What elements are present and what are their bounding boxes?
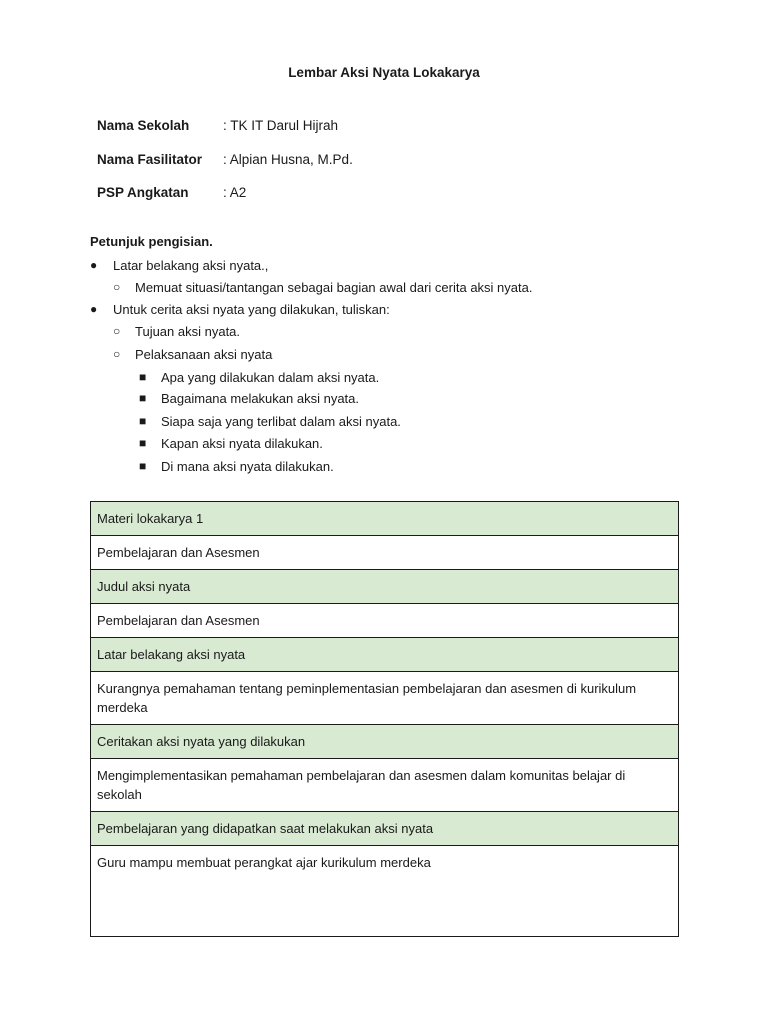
circle-bullet-icon: ○ bbox=[113, 347, 121, 361]
table-section-heading: Latar belakang aksi nyata bbox=[91, 638, 679, 672]
info-value: : A2 bbox=[223, 185, 247, 200]
info-label: Nama Fasilitator bbox=[97, 152, 203, 167]
info-label: PSP Angkatan bbox=[97, 185, 189, 200]
info-row-batch bbox=[97, 185, 246, 200]
instruction-item: ○ Pelaksanaan aksi nyata bbox=[113, 347, 273, 362]
table-section-value: Guru mampu membuat perangkat ajar kurikulum merdeka bbox=[91, 846, 679, 937]
instruction-item: ○ Memuat situasi/tantangan sebagai bagian awal dari cerita aksi nyata. bbox=[113, 280, 533, 295]
instruction-item: ■ Di mana aksi nyata dilakukan. bbox=[139, 459, 334, 474]
instruction-item: ○ Tujuan aksi nyata. bbox=[113, 324, 241, 339]
info-value: : Alpian Husna, M.Pd. bbox=[223, 152, 353, 167]
info-label: Nama Sekolah bbox=[97, 118, 190, 133]
square-bullet-icon: ■ bbox=[139, 436, 147, 450]
table-section-value: Kurangnya pemahaman tentang peminplementasian pembelajaran dan asesmen di kurikulum merdeka bbox=[91, 672, 679, 725]
square-bullet-icon: ■ bbox=[139, 414, 147, 428]
table-section-heading: Ceritakan aksi nyata yang dilakukan bbox=[91, 725, 679, 759]
instructions-heading: Petunjuk pengisian. bbox=[90, 234, 213, 249]
table-section-heading: Judul aksi nyata bbox=[91, 570, 679, 604]
instruction-item: ■ Kapan aksi nyata dilakukan. bbox=[139, 436, 323, 451]
table-section-value: Mengimplementasikan pemahaman pembelajaran dan asesmen dalam komunitas belajar di sekolah bbox=[91, 759, 679, 812]
instruction-item: ● Untuk cerita aksi nyata yang dilakukan, tuliskan: bbox=[90, 302, 390, 317]
table-section-heading: Pembelajaran yang didapatkan saat melakukan aksi nyata bbox=[91, 812, 679, 846]
info-value: : TK IT Darul Hijrah bbox=[223, 118, 339, 133]
instruction-item: ● Latar belakang aksi nyata., bbox=[90, 258, 269, 273]
instruction-item: ■ Siapa saja yang terlibat dalam aksi nyata. bbox=[139, 414, 401, 429]
table-section-value: Pembelajaran dan Asesmen bbox=[91, 536, 679, 570]
instruction-item: ■ Apa yang dilakukan dalam aksi nyata. bbox=[139, 370, 380, 385]
info-row-school bbox=[97, 118, 338, 133]
circle-bullet-icon: ○ bbox=[113, 280, 121, 294]
circle-bullet-icon: ○ bbox=[113, 324, 121, 338]
square-bullet-icon: ■ bbox=[139, 391, 147, 405]
instruction-item: ■ Bagaimana melakukan aksi nyata. bbox=[139, 391, 360, 406]
square-bullet-icon: ■ bbox=[139, 370, 147, 384]
bullet-icon: ● bbox=[90, 258, 98, 272]
bullet-icon: ● bbox=[90, 302, 98, 316]
square-bullet-icon: ■ bbox=[139, 459, 147, 473]
table-section-value: Pembelajaran dan Asesmen bbox=[91, 604, 679, 638]
document-title: Lembar Aksi Nyata Lokakarya bbox=[288, 65, 480, 80]
table-section-heading: Materi lokakarya 1 bbox=[91, 502, 679, 536]
info-row-facilitator bbox=[97, 152, 353, 167]
action-form-table bbox=[90, 501, 679, 937]
